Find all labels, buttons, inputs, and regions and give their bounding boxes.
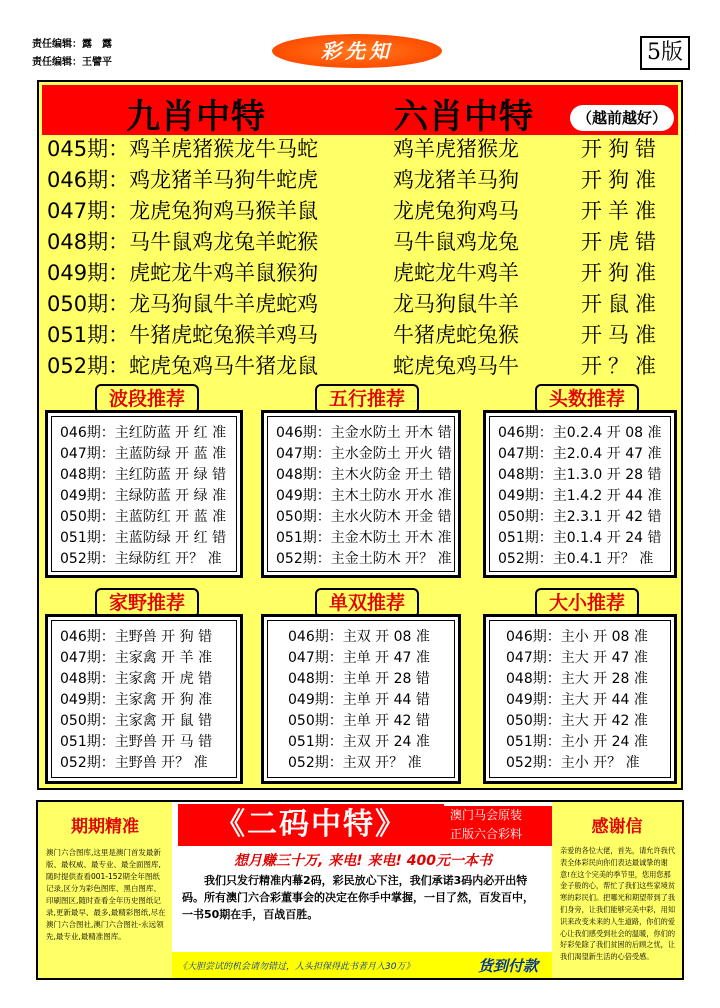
row-nine: 052期：蛇虎兔鸡马牛猪龙鼠: [47, 354, 319, 378]
row-nine: 049期：虎蛇龙牛鸡羊鼠猴狗: [47, 261, 319, 285]
bodo-title: 波段推荐: [95, 384, 199, 414]
brand-logo: 彩先知: [272, 34, 442, 68]
row-six: 龙虎兔狗鸡马: [393, 199, 519, 223]
ad-center: [172, 802, 552, 978]
row-nine: 046期：鸡龙猪羊马狗牛蛇虎: [47, 168, 319, 192]
row-result: 开？准: [581, 354, 662, 378]
left-column: [38, 802, 172, 978]
ad-body: 我们只发行精准内幕2码，彩民放心下注，我们承诺3码内必开出特码。所有澳门六合彩董事会的决定在你手中掌握，一目了然，百发百中，一书50期在手，百战百胜。: [182, 874, 534, 921]
wuxing-title: 五行推荐: [315, 384, 419, 414]
list-item: 051期：主蓝防绿 开 红 错: [60, 530, 227, 546]
list-item: 050期：主单 开 42 错: [288, 713, 430, 729]
list-item: 049期：主单 开 44 错: [288, 692, 430, 708]
list-item: 047期：主大 开 47 准: [506, 650, 648, 666]
list-item: 049期：主木土防水 开水 准: [276, 488, 452, 504]
ad-footer: [172, 952, 552, 978]
daxiao-box: [483, 614, 677, 784]
list-item: 046期：主红防蓝 开 红 准: [60, 425, 227, 441]
row-result: 开狗准: [581, 168, 662, 192]
toushu-lines: [490, 417, 670, 570]
left-text: 澳门六合图库,这里是澳门首发最新版、最权威、最专业、最全面图库,随时提供查看001-152期全年图纸记录,区分为彩色图库、黑白图库、印刷图区,随时查看全年历史图纸记录,更新最早、最多,最精彩图纸,尽在澳门六合图社,澳门六合图社-永远领先,最专业,最精准图库。: [46, 848, 166, 941]
editor-line-2: 责任编辑：王譬平: [32, 57, 112, 68]
row-nine: 045期：鸡羊虎猪猴龙牛马蛇: [47, 137, 319, 161]
title-banner: [42, 85, 678, 135]
danshuang-title: 单双推荐: [315, 588, 419, 618]
main-panel: [37, 80, 683, 790]
row-six: 蛇虎兔鸡马牛: [393, 354, 519, 378]
row-six: 鸡羊虎猪猴龙: [393, 137, 519, 161]
list-item: 047期：主家禽 开 羊 准: [60, 650, 213, 666]
list-item: 049期：主家禽 开 狗 准: [60, 692, 213, 708]
prediction-row: [47, 196, 677, 227]
ad-subtitle: [444, 806, 552, 846]
list-item: 047期：主蓝防绿 开 蓝 准: [60, 446, 227, 462]
list-item: 048期：主木火防金 开土 错: [276, 467, 452, 483]
prediction-row: [47, 351, 677, 382]
list-item: 046期：主野兽 开 狗 错: [60, 629, 213, 645]
bottom-ad-area: [36, 800, 684, 980]
toushu-title: 头数推荐: [535, 384, 639, 414]
list-item: 050期：主水火防木 开金 错: [276, 509, 452, 525]
ad-big-title: 《二码中特》: [178, 804, 444, 846]
row-six: 鸡龙猪羊马狗: [393, 168, 519, 192]
list-item: 051期：主0.1.4 开 24 错: [498, 530, 662, 546]
row-result: 开虎错: [581, 230, 662, 254]
list-item: 047期：主单 开 47 准: [288, 650, 430, 666]
list-item: 046期：主0.2.4 开 08 准: [498, 425, 662, 441]
prediction-row: [47, 134, 677, 165]
title-six-zodiac: 六肖中特: [394, 97, 534, 137]
prediction-row: [47, 289, 677, 320]
thanks-title: 感谢信: [591, 817, 643, 837]
row-result: 开马准: [581, 323, 662, 347]
row-result: 开狗准: [581, 261, 662, 285]
row-six: 龙马狗鼠牛羊: [393, 292, 519, 316]
list-item: 050期：主家禽 开 鼠 错: [60, 713, 213, 729]
list-item: 050期：主蓝防红 开 蓝 准: [60, 509, 227, 525]
row-result: 开羊准: [581, 199, 662, 223]
row-six: 虎蛇龙牛鸡羊: [393, 261, 519, 285]
toushu-box-inner: [489, 416, 671, 572]
list-item: 049期：主1.4.2 开 44 准: [498, 488, 662, 504]
list-item: 048期：主单 开 28 错: [288, 671, 430, 687]
ad-subtitle-line1: 澳门马会原装: [450, 808, 523, 822]
bodo-lines: [52, 417, 236, 570]
list-item: 052期：主金土防木 开？ 准: [276, 551, 452, 567]
wuxing-box: [261, 410, 461, 578]
list-item: 051期：主双 开 24 准: [288, 734, 430, 750]
title-tag: （越前越好）: [570, 105, 674, 131]
prediction-rows: [47, 134, 677, 382]
bodo-box: [45, 410, 243, 578]
row-nine: 050期：龙马狗鼠牛羊虎蛇鸡: [47, 292, 319, 316]
prediction-row: [47, 227, 677, 258]
list-item: 049期：主绿防蓝 开 绿 准: [60, 488, 227, 504]
list-item: 048期：主红防蓝 开 绿 错: [60, 467, 227, 483]
wuxing-lines: [268, 417, 454, 570]
list-item: 049期：主大 开 44 准: [506, 692, 648, 708]
list-item: 052期：主小 开？ 准: [506, 755, 640, 771]
bodo-box-inner: [51, 416, 237, 572]
ad-subtitle-line2: 正版六合彩料: [450, 827, 523, 841]
row-nine: 048期：马牛鼠鸡龙兔羊蛇猴: [47, 230, 319, 254]
list-item: 048期：主大 开 28 准: [506, 671, 648, 687]
list-item: 052期：主0.4.1 开？ 准: [498, 551, 654, 567]
list-item: 050期：主大 开 42 准: [506, 713, 648, 729]
list-item: 050期：主2.3.1 开 42 错: [498, 509, 662, 525]
thanks-text: 亲爱的各位大佬，首先，请允许我代表全体彩民向你们表达最诚挚的谢意!在这个完美的季节里，您用您那金子般的心，帮忙了我们这些家境贫寒的彩民们。把哪光和期望带到了我们身旁，让我们能够完美中彩，用知识来改变未来的人生道路，你们的爱心让我们感受到社会的温暖，你们的好彩免除了我们贫困的后顾之忧，让我们渴望新生活的心倍受感。: [560, 846, 676, 962]
list-item: 048期：主1.3.0 开 28 错: [498, 467, 662, 483]
row-nine: 051期：牛猪虎蛇兔猴羊鸡马: [47, 323, 319, 347]
danshuang-lines: [268, 621, 454, 774]
list-item: 046期：主金水防土 开木 错: [276, 425, 452, 441]
jiaye-box: [45, 614, 243, 784]
daxiao-lines: [490, 621, 670, 774]
list-item: 047期：主2.0.4 开 47 准: [498, 446, 662, 462]
list-item: 052期：主野兽 开？ 准: [60, 755, 208, 771]
row-six: 牛猪虎蛇兔猴: [393, 323, 519, 347]
list-item: 047期：主水金防土 开火 错: [276, 446, 452, 462]
wuxing-box-inner: [267, 416, 455, 572]
title-nine-zodiac: 九肖中特: [126, 97, 266, 137]
row-result: 开鼠准: [581, 292, 662, 316]
page-version: 5版: [640, 36, 690, 70]
list-item: 048期：主家禽 开 虎 错: [60, 671, 213, 687]
jiaye-box-inner: [51, 620, 237, 778]
row-six: 马牛鼠鸡龙兔: [393, 230, 519, 254]
ad-slogan: 想月赚三十万, 来电! 来电! 400元一本书: [234, 853, 492, 869]
list-item: 051期：主小 开 24 准: [506, 734, 648, 750]
prediction-row: [47, 258, 677, 289]
editor-info: [32, 36, 112, 72]
list-item: 051期：主野兽 开 马 错: [60, 734, 213, 750]
prediction-row: [47, 165, 677, 196]
jiaye-lines: [52, 621, 236, 774]
daxiao-box-inner: [489, 620, 671, 778]
jiaye-title: 家野推荐: [95, 588, 199, 618]
list-item: 051期：主金木防土 开木 准: [276, 530, 452, 546]
list-item: 052期：主双 开？ 准: [288, 755, 422, 771]
ad-cta: 货到付款: [478, 957, 539, 975]
danshuang-box: [261, 614, 461, 784]
row-nine: 047期：龙虎兔狗鸡马猴羊鼠: [47, 199, 319, 223]
list-item: 046期：主小 开 08 准: [506, 629, 648, 645]
ad-foot-note: 《大胆尝试的机会请勿错过，人头担保得此书者月入30万》: [178, 962, 415, 972]
list-item: 052期：主绿防红 开？ 准: [60, 551, 222, 567]
right-column: [552, 802, 682, 978]
left-title: 期期精准: [71, 817, 139, 837]
daxiao-title: 大小推荐: [535, 588, 639, 618]
list-item: 046期：主双 开 08 准: [288, 629, 430, 645]
editor-line-1: 责任编辑：露 露: [32, 39, 112, 50]
danshuang-box-inner: [267, 620, 455, 778]
toushu-box: [483, 410, 677, 578]
row-result: 开狗错: [581, 137, 662, 161]
prediction-row: [47, 320, 677, 351]
